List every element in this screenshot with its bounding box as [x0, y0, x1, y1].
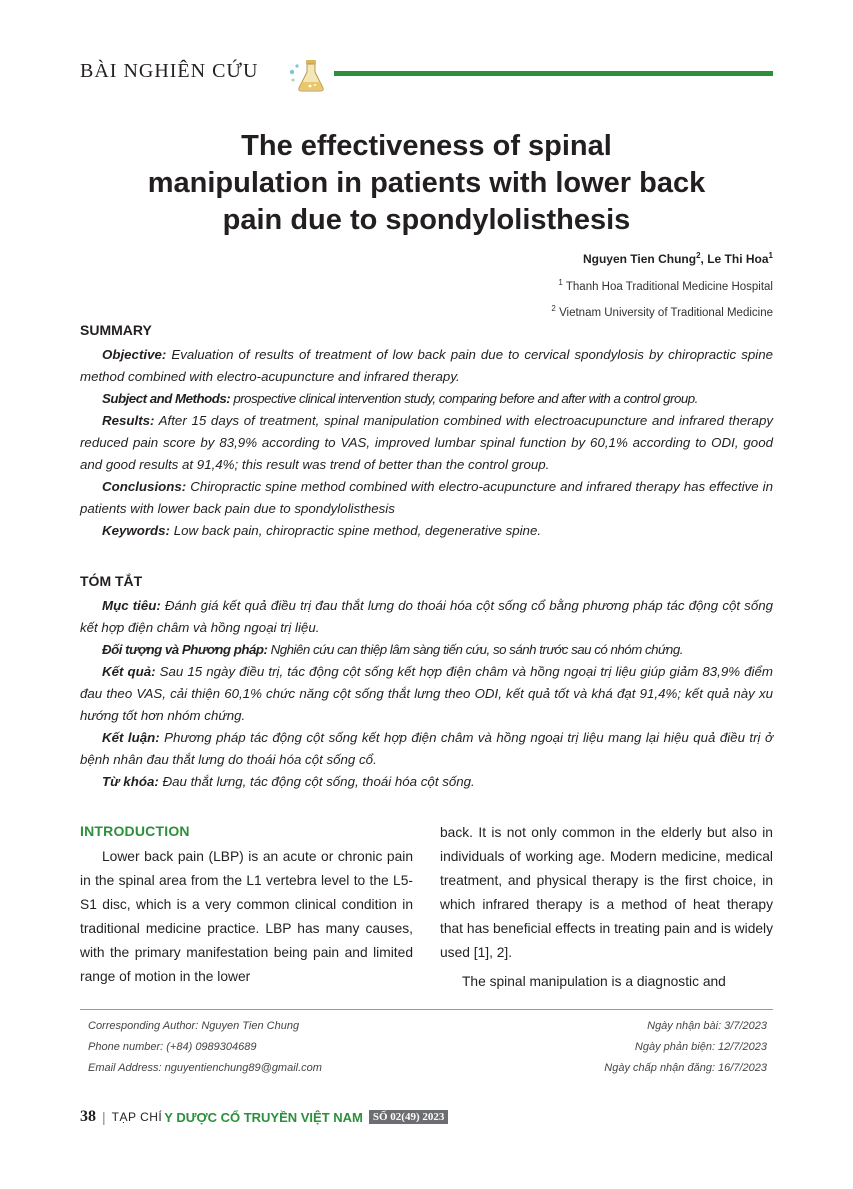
summary-methods: [80, 388, 773, 410]
label: Objective:: [102, 347, 167, 362]
summary-objective: [80, 344, 773, 388]
tomtat-body: [80, 595, 773, 793]
author-list: [583, 251, 773, 266]
magazine-name: Y DƯỢC CỔ TRUYỀN VIỆT NAM: [164, 1109, 363, 1125]
intro-paragraph: The spinal manipulation is a diagnostic and: [462, 974, 726, 989]
intro-column-right: [440, 822, 773, 994]
affiliation-text: Vietnam University of Traditional Medicine: [559, 306, 773, 319]
text: Low back pain, chiropractic spine method, degenerative spine.: [173, 523, 542, 538]
article-dates: [604, 1016, 767, 1079]
summary-heading: SUMMARY: [80, 322, 152, 338]
header-rule: [334, 71, 773, 76]
text: prospective clinical intervention study, comparing before and after with a control group.: [233, 391, 698, 406]
author-name: Nguyen Tien Chung: [582, 252, 697, 266]
title-line: The effectiveness of spinal: [241, 130, 612, 162]
summary-keywords: [80, 520, 773, 542]
tomtat-ketqua: [80, 661, 773, 727]
flask-icon: [288, 58, 328, 92]
footer-separator: |: [102, 1109, 106, 1125]
corresponding-author: Corresponding Author: Nguyen Tien Chung: [88, 1020, 300, 1032]
text: Sau 15 ngày điều trị, tác động cột sống kết hợp điện châm và hồng ngoại trị liệu giúp giảm 83,9% điểm đau theo VAS, cải thiện 60,1% chức năng cột sống thắt lưng theo ODI, kết quả tốt và khá đạt 91,4%; kết quả này xu hướng tốt hơn nhóm chứng.: [80, 664, 773, 723]
label: Conclusions:: [102, 479, 187, 494]
text: Chiropractic spine method combined with electro-acupuncture and infrared therapy has effective in patients with lower back pain due to spondylolisthesis: [80, 479, 773, 516]
label: Kết quả:: [102, 664, 156, 679]
section-label: BÀI NGHIÊN CỨU: [80, 60, 259, 82]
tomtat-doituong: [80, 639, 773, 661]
tomtat-muctieu: [80, 595, 773, 639]
title-line: pain due to spondylolisthesis: [222, 204, 631, 236]
text: Nghiên cứu can thiệp lâm sàng tiến cứu, so sánh trước sau có nhóm chứng.: [270, 642, 683, 657]
tomtat-heading: TÓM TẮT: [80, 573, 143, 589]
text: Evaluation of results of treatment of low back pain due to cervical spondylosis by chiropractic spine method combined with electro-acupuncture and infrared therapy.: [80, 347, 773, 384]
affiliation: [558, 278, 773, 293]
text: Đánh giá kết quả điều trị đau thắt lưng do thoái hóa cột sống cổ bằng phương pháp tác động cột sống kết hợp điện châm và hồng ngoại trị liệu.: [80, 598, 774, 635]
magazine-prefix: TẠP CHÍ: [111, 1110, 163, 1124]
page-header: [80, 58, 773, 92]
author-affil-sup: 1: [768, 251, 773, 260]
title-line: manipulation in patients with lower back: [147, 167, 706, 199]
accepted-date: Ngày chấp nhận đăng: 16/7/2023: [604, 1062, 767, 1074]
corresponding-info: [88, 1016, 322, 1079]
issue-badge: SỐ 02(49) 2023: [369, 1110, 449, 1124]
author-affil-sup: 2: [696, 251, 701, 260]
email-address: Email Address: nguyentienchung89@gmail.com: [88, 1062, 322, 1074]
label: Kết luận:: [102, 730, 160, 745]
label: Đối tượng và Phương pháp:: [102, 642, 268, 657]
summary-results: [80, 410, 773, 476]
summary-body: [80, 344, 773, 542]
label: Results:: [102, 413, 155, 428]
intro-paragraph: Lower back pain (LBP) is an acute or chronic pain in the spinal area from the L1 vertebra level to the L5-S1 disc, which is a very common clinical condition in traditional medicine practice. LBP has many causes, with the primary manifestation being pain and limited range of motion in the lower: [80, 849, 413, 984]
label: Mục tiêu:: [102, 598, 161, 613]
author-separator: ,: [700, 252, 708, 266]
page-footer: [80, 1106, 448, 1128]
phone-number: Phone number: (+84) 0989304689: [88, 1041, 257, 1053]
intro-paragraph-continued: back. It is not only common in the elderly but also in individuals of working age. Modern medicine, medical treatment, and physical therapy is the first choice, in which infrared therapy is a method of heat therapy that has beneficial effects in treating pain and is widely used [1], 2].: [440, 825, 773, 960]
text: After 15 days of treatment, spinal manipulation combined with electroacupuncture and infrared therapy reduced pain score by 83,9% according to VAS, improved lumbar spinal function by 60,1% according to ODI, good and good results at 91,4%; this result was trend of better than the control group.: [80, 413, 773, 472]
label: Keywords:: [102, 523, 170, 538]
text: Đau thắt lưng, tác động cột sống, thoái hóa cột sống.: [162, 774, 475, 789]
label: Từ khóa:: [102, 774, 159, 789]
affiliation-sup: 1: [558, 278, 563, 287]
introduction-heading: INTRODUCTION: [80, 823, 190, 839]
author-name: Le Thi Hoa: [707, 252, 769, 266]
affiliation: [551, 304, 773, 319]
reviewed-date: Ngày phản biện: 12/7/2023: [634, 1041, 767, 1053]
intro-column-left: [80, 822, 413, 989]
received-date: Ngày nhận bài: 3/7/2023: [647, 1020, 767, 1032]
text: Phương pháp tác động cột sống kết hợp điện châm và hồng ngoại trị liệu mang lại hiệu quả điều trị ở bệnh nhân đau thắt lưng do thoái hóa cột sống cổ.: [80, 730, 773, 767]
tomtat-tukhoa: [80, 771, 773, 793]
summary-conclusions: [80, 476, 773, 520]
tomtat-ketluan: [80, 727, 773, 771]
label: Subject and Methods:: [102, 391, 231, 406]
affiliation-text: Thanh Hoa Traditional Medicine Hospital: [565, 280, 773, 293]
page-number: 38: [80, 1108, 96, 1125]
affiliation-sup: 2: [551, 304, 556, 313]
article-title: [80, 128, 773, 239]
footnote-rule: [80, 1009, 773, 1010]
